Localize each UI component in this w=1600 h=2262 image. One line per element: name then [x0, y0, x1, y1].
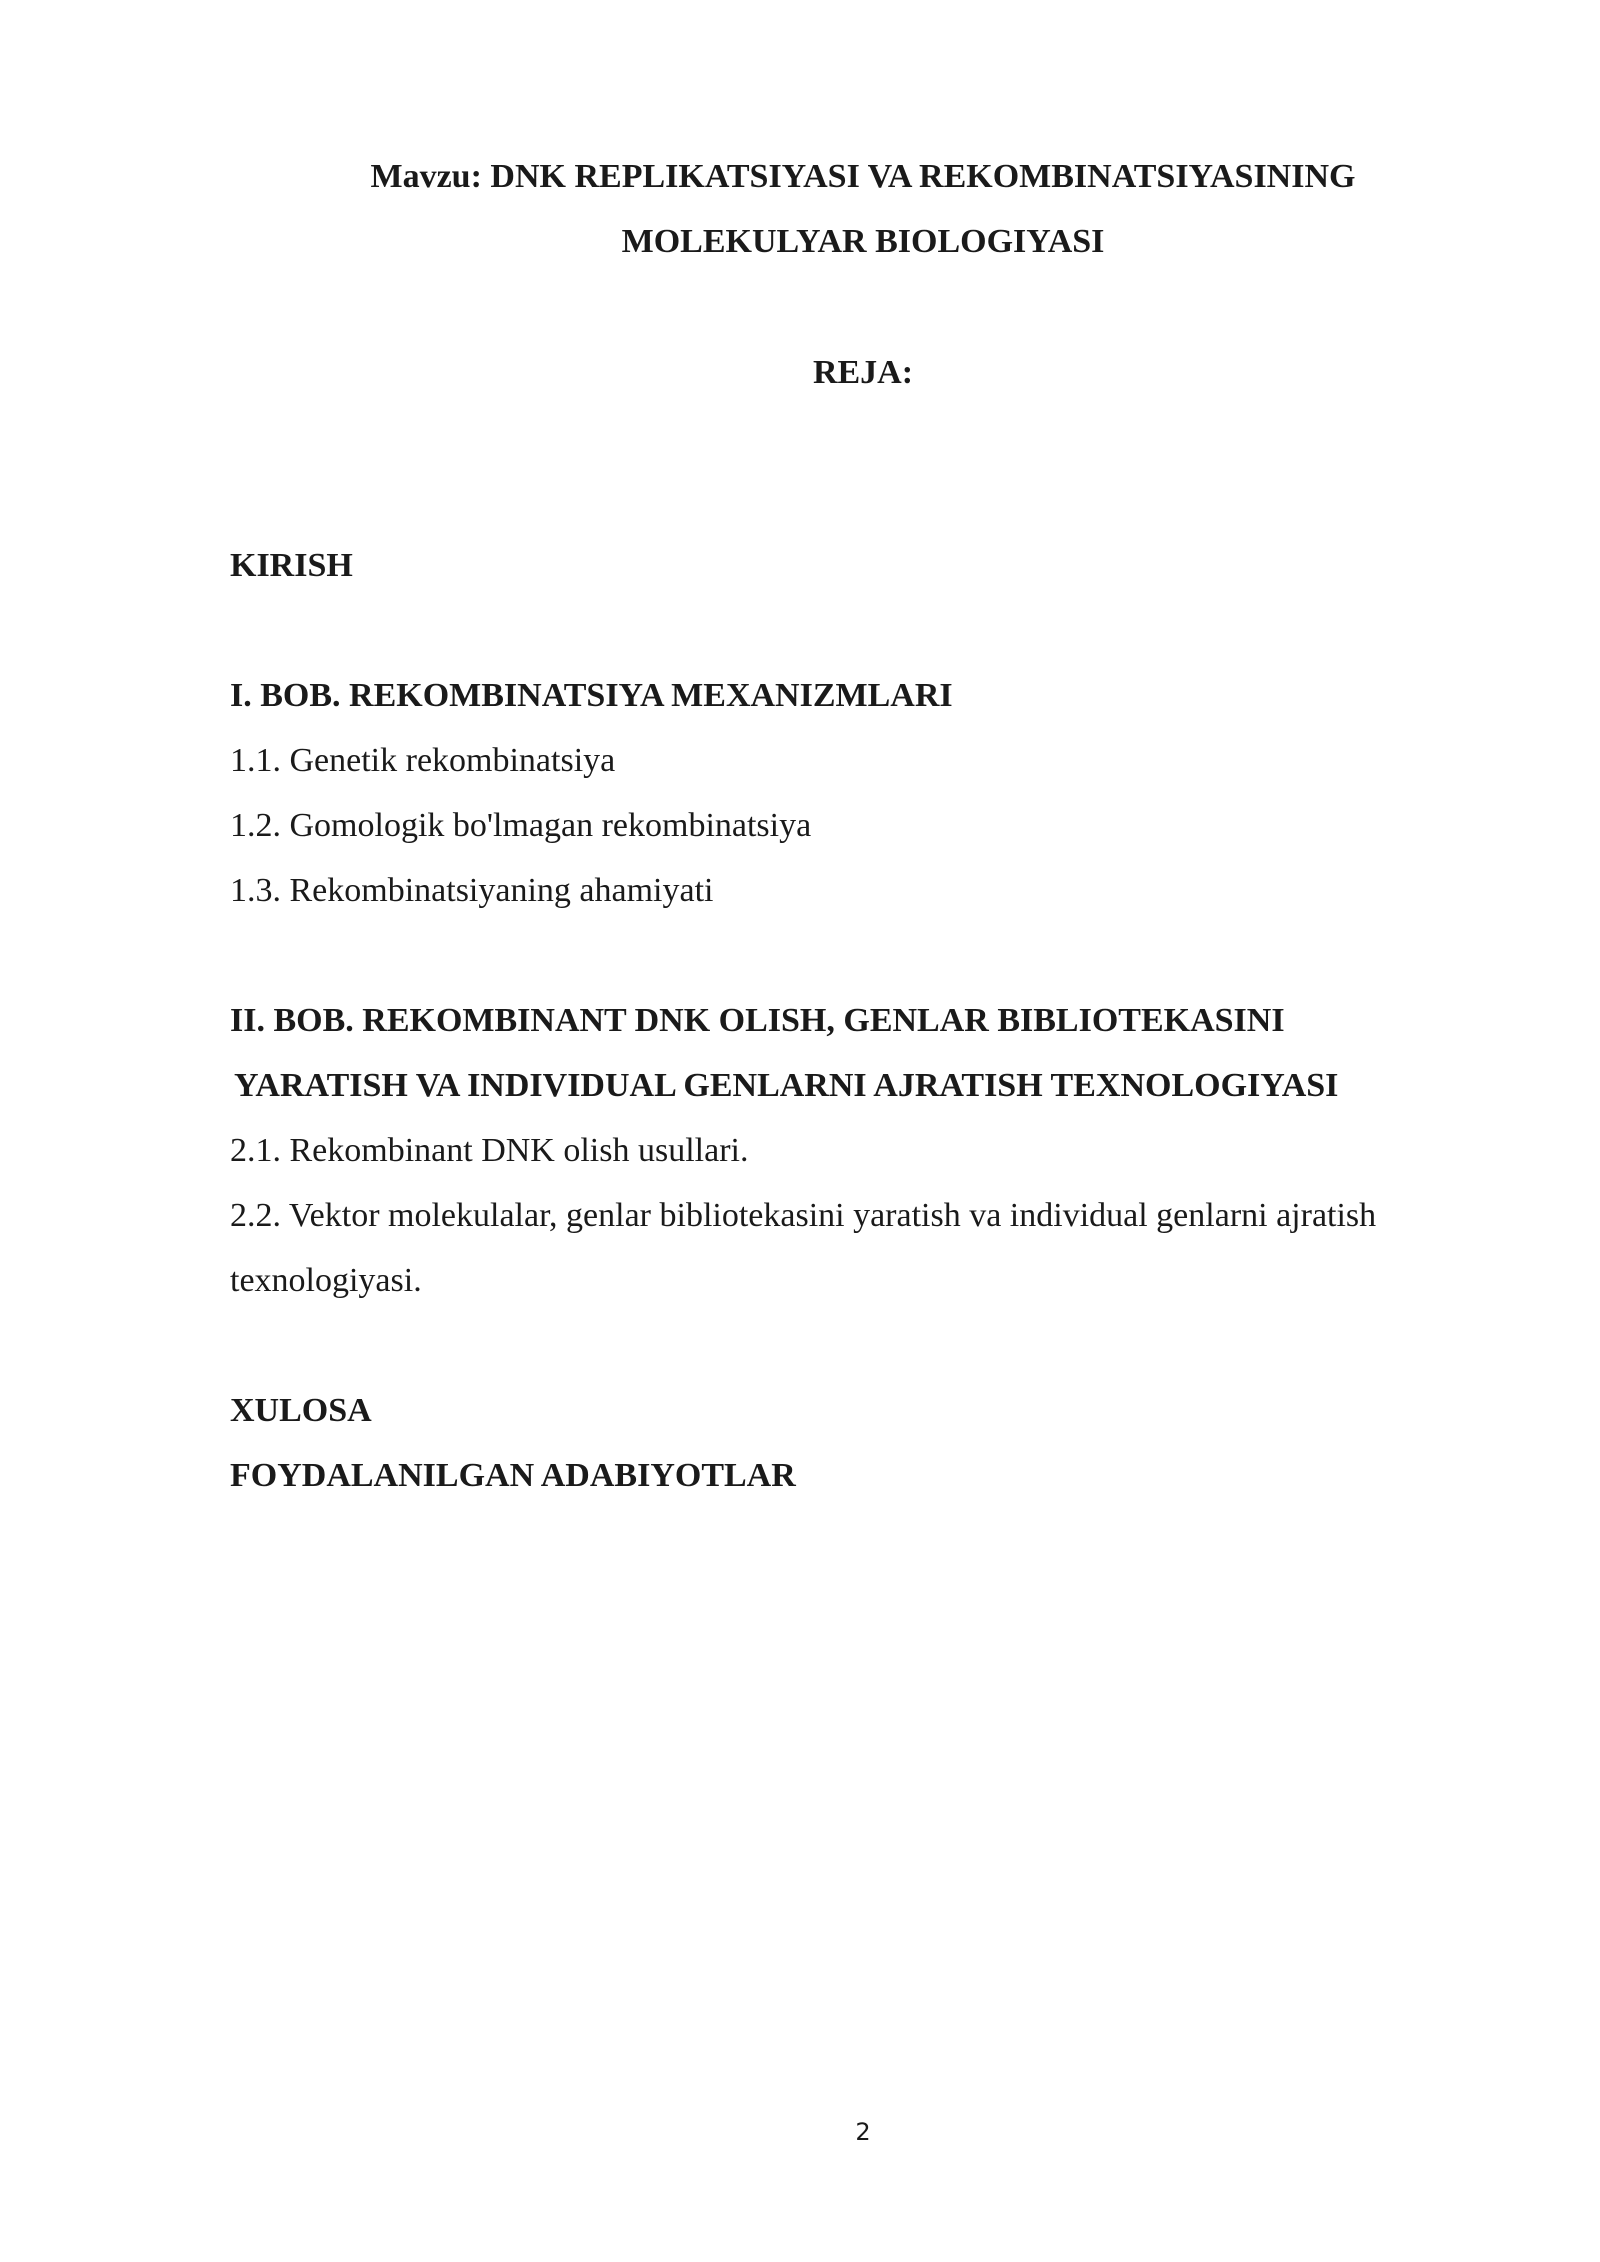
plan-heading: REJA:: [812, 354, 914, 391]
toc-chapter-1-title: I. BOB. REKOMBINATSIYA MEXANIZMLARI: [230, 677, 953, 714]
toc-chapter-2-title-line-2: YARATISH VA INDIVIDUAL GENLARNI AJRATISH TEXNOLOGIYASI: [234, 1067, 1339, 1104]
toc-references: FOYDALANILGAN ADABIYOTLAR: [230, 1457, 796, 1494]
toc-item-1-2: 1.2. Gomologik bo'lmagan rekombinatsiya: [230, 807, 812, 844]
document-title-line-2: MOLEKULYAR BIOLOGIYASI: [621, 223, 1105, 260]
toc-item-1-3: 1.3. Rekombinatsiyaning ahamiyati: [230, 872, 714, 909]
toc-item-2-2: 2.2. Vektor molekulalar, genlar bibliotekasini yaratish va individual genlarni ajratish: [230, 1197, 1377, 1234]
toc-item-2-1: 2.1. Rekombinant DNK olish usullari.: [230, 1132, 749, 1169]
document-title-line-1: Mavzu: DNK REPLIKATSIYASI VA REKOMBINATSIYASINING: [370, 158, 1356, 195]
toc-conclusion: XULOSA: [230, 1392, 372, 1429]
page-number: 2: [855, 2118, 871, 2146]
toc-item-2-2-continued: texnologiyasi.: [230, 1262, 422, 1299]
toc-intro: KIRISH: [230, 547, 353, 584]
toc-item-1-1: 1.1. Genetik rekombinatsiya: [230, 742, 616, 779]
toc-chapter-2-title-line-1: II. BOB. REKOMBINANT DNK OLISH, GENLAR BIBLIOTEKASINI: [230, 1002, 1285, 1039]
